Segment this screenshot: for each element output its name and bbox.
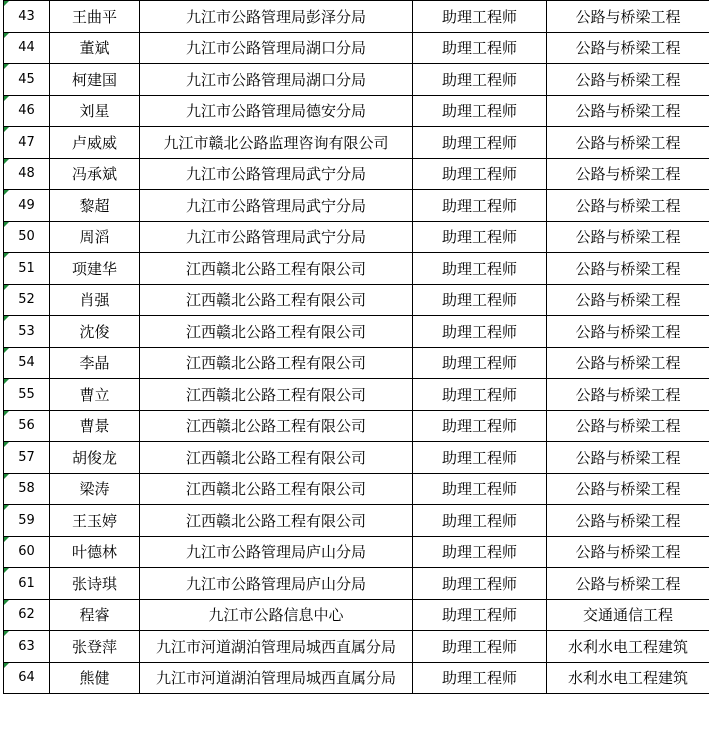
- major-cell[interactable]: 公路与桥梁工程: [547, 442, 709, 474]
- major-cell[interactable]: 水利水电工程建筑: [547, 631, 709, 663]
- title-cell[interactable]: 助理工程师: [413, 536, 547, 568]
- organization-cell[interactable]: 九江市河道湖泊管理局城西直属分局: [140, 662, 413, 694]
- organization-cell[interactable]: 九江市公路管理局武宁分局: [140, 158, 413, 190]
- row-number-cell[interactable]: 54: [4, 347, 50, 379]
- organization-cell[interactable]: 九江市公路管理局武宁分局: [140, 190, 413, 222]
- row-number-cell[interactable]: 57: [4, 442, 50, 474]
- organization-cell[interactable]: 九江市公路管理局湖口分局: [140, 32, 413, 64]
- title-cell[interactable]: 助理工程师: [413, 568, 547, 600]
- table-row: [4, 599, 709, 631]
- row-number-cell[interactable]: 59: [4, 505, 50, 537]
- row-number-cell[interactable]: 46: [4, 95, 50, 127]
- organization-cell[interactable]: 江西赣北公路工程有限公司: [140, 379, 413, 411]
- row-number-cell[interactable]: 64: [4, 662, 50, 694]
- organization-cell[interactable]: 九江市河道湖泊管理局城西直属分局: [140, 631, 413, 663]
- table-row: [4, 158, 709, 190]
- table-row: [4, 505, 709, 537]
- row-number-cell[interactable]: 63: [4, 631, 50, 663]
- name-cell[interactable]: 肖强: [50, 284, 140, 316]
- name-cell[interactable]: 周滔: [50, 221, 140, 253]
- organization-cell[interactable]: 九江市赣北公路监理咨询有限公司: [140, 127, 413, 159]
- name-cell[interactable]: 张登萍: [50, 631, 140, 663]
- row-number-cell[interactable]: 45: [4, 64, 50, 96]
- table-row: [4, 316, 709, 348]
- organization-cell[interactable]: 江西赣北公路工程有限公司: [140, 347, 413, 379]
- major-cell[interactable]: 公路与桥梁工程: [547, 32, 709, 64]
- name-cell[interactable]: 冯承斌: [50, 158, 140, 190]
- name-cell[interactable]: 李晶: [50, 347, 140, 379]
- title-cell[interactable]: 助理工程师: [413, 32, 547, 64]
- personnel-table: [3, 0, 709, 694]
- organization-cell[interactable]: 江西赣北公路工程有限公司: [140, 473, 413, 505]
- table-row: [4, 64, 709, 96]
- row-number-cell[interactable]: 49: [4, 190, 50, 222]
- organization-cell[interactable]: 江西赣北公路工程有限公司: [140, 316, 413, 348]
- row-number-cell[interactable]: 43: [4, 1, 50, 33]
- table-row: [4, 473, 709, 505]
- major-cell[interactable]: 公路与桥梁工程: [547, 127, 709, 159]
- title-cell[interactable]: 助理工程师: [413, 410, 547, 442]
- table-row: [4, 568, 709, 600]
- name-cell[interactable]: 程睿: [50, 599, 140, 631]
- table-row: [4, 95, 709, 127]
- major-cell[interactable]: 水利水电工程建筑: [547, 662, 709, 694]
- major-cell[interactable]: 公路与桥梁工程: [547, 95, 709, 127]
- major-cell[interactable]: 公路与桥梁工程: [547, 379, 709, 411]
- title-cell[interactable]: 助理工程师: [413, 221, 547, 253]
- major-cell[interactable]: 公路与桥梁工程: [547, 505, 709, 537]
- major-cell[interactable]: 公路与桥梁工程: [547, 221, 709, 253]
- major-cell[interactable]: 公路与桥梁工程: [547, 158, 709, 190]
- title-cell[interactable]: 助理工程师: [413, 505, 547, 537]
- name-cell[interactable]: 卢威威: [50, 127, 140, 159]
- table-row: [4, 631, 709, 663]
- table-row: [4, 662, 709, 694]
- table-row: [4, 253, 709, 285]
- table-row: [4, 221, 709, 253]
- name-cell[interactable]: 梁涛: [50, 473, 140, 505]
- row-number-cell[interactable]: 56: [4, 410, 50, 442]
- major-cell[interactable]: 公路与桥梁工程: [547, 473, 709, 505]
- row-number-cell[interactable]: 44: [4, 32, 50, 64]
- major-cell[interactable]: 公路与桥梁工程: [547, 347, 709, 379]
- table-row: [4, 190, 709, 222]
- title-cell[interactable]: 助理工程师: [413, 631, 547, 663]
- row-number-cell[interactable]: 51: [4, 253, 50, 285]
- name-cell[interactable]: 胡俊龙: [50, 442, 140, 474]
- organization-cell[interactable]: 九江市公路管理局庐山分局: [140, 536, 413, 568]
- table-row: [4, 32, 709, 64]
- organization-cell[interactable]: 九江市公路管理局武宁分局: [140, 221, 413, 253]
- major-cell[interactable]: 公路与桥梁工程: [547, 316, 709, 348]
- major-cell[interactable]: 公路与桥梁工程: [547, 568, 709, 600]
- title-cell[interactable]: 助理工程师: [413, 662, 547, 694]
- name-cell[interactable]: 刘星: [50, 95, 140, 127]
- name-cell[interactable]: 熊健: [50, 662, 140, 694]
- name-cell[interactable]: 王曲平: [50, 1, 140, 33]
- table-row: [4, 1, 709, 33]
- title-cell[interactable]: 助理工程师: [413, 253, 547, 285]
- row-number-cell[interactable]: 47: [4, 127, 50, 159]
- name-cell[interactable]: 张诗琪: [50, 568, 140, 600]
- row-number-cell[interactable]: 53: [4, 316, 50, 348]
- organization-cell[interactable]: 九江市公路管理局彭泽分局: [140, 1, 413, 33]
- table-row: [4, 127, 709, 159]
- name-cell[interactable]: 曹景: [50, 410, 140, 442]
- title-cell[interactable]: 助理工程师: [413, 347, 547, 379]
- organization-cell[interactable]: 九江市公路管理局庐山分局: [140, 568, 413, 600]
- name-cell[interactable]: 项建华: [50, 253, 140, 285]
- table-row: [4, 410, 709, 442]
- organization-cell[interactable]: 江西赣北公路工程有限公司: [140, 505, 413, 537]
- row-number-cell[interactable]: 60: [4, 536, 50, 568]
- table-body: [4, 1, 709, 694]
- row-number-cell[interactable]: 52: [4, 284, 50, 316]
- title-cell[interactable]: 助理工程师: [413, 473, 547, 505]
- organization-cell[interactable]: 九江市公路管理局德安分局: [140, 95, 413, 127]
- title-cell[interactable]: 助理工程师: [413, 127, 547, 159]
- row-number-cell[interactable]: 55: [4, 379, 50, 411]
- organization-cell[interactable]: 江西赣北公路工程有限公司: [140, 253, 413, 285]
- title-cell[interactable]: 助理工程师: [413, 599, 547, 631]
- name-cell[interactable]: 沈俊: [50, 316, 140, 348]
- organization-cell[interactable]: 江西赣北公路工程有限公司: [140, 410, 413, 442]
- title-cell[interactable]: 助理工程师: [413, 379, 547, 411]
- title-cell[interactable]: 助理工程师: [413, 1, 547, 33]
- table-row: [4, 347, 709, 379]
- title-cell[interactable]: 助理工程师: [413, 158, 547, 190]
- name-cell[interactable]: 柯建国: [50, 64, 140, 96]
- organization-cell[interactable]: 九江市公路信息中心: [140, 599, 413, 631]
- major-cell[interactable]: 公路与桥梁工程: [547, 284, 709, 316]
- title-cell[interactable]: 助理工程师: [413, 284, 547, 316]
- organization-cell[interactable]: 江西赣北公路工程有限公司: [140, 284, 413, 316]
- row-number-cell[interactable]: 62: [4, 599, 50, 631]
- name-cell[interactable]: 叶德林: [50, 536, 140, 568]
- table-row: [4, 536, 709, 568]
- row-number-cell[interactable]: 58: [4, 473, 50, 505]
- organization-cell[interactable]: 江西赣北公路工程有限公司: [140, 442, 413, 474]
- title-cell[interactable]: 助理工程师: [413, 190, 547, 222]
- major-cell[interactable]: 公路与桥梁工程: [547, 410, 709, 442]
- major-cell[interactable]: 公路与桥梁工程: [547, 536, 709, 568]
- major-cell[interactable]: 公路与桥梁工程: [547, 253, 709, 285]
- title-cell[interactable]: 助理工程师: [413, 316, 547, 348]
- row-number-cell[interactable]: 61: [4, 568, 50, 600]
- title-cell[interactable]: 助理工程师: [413, 442, 547, 474]
- major-cell[interactable]: 公路与桥梁工程: [547, 64, 709, 96]
- row-number-cell[interactable]: 48: [4, 158, 50, 190]
- name-cell[interactable]: 王玉婷: [50, 505, 140, 537]
- name-cell[interactable]: 黎超: [50, 190, 140, 222]
- major-cell[interactable]: 公路与桥梁工程: [547, 190, 709, 222]
- organization-cell[interactable]: 九江市公路管理局湖口分局: [140, 64, 413, 96]
- row-number-cell[interactable]: 50: [4, 221, 50, 253]
- table-row: [4, 284, 709, 316]
- name-cell[interactable]: 曹立: [50, 379, 140, 411]
- table-row: [4, 442, 709, 474]
- title-cell[interactable]: 助理工程师: [413, 64, 547, 96]
- name-cell[interactable]: 董斌: [50, 32, 140, 64]
- major-cell[interactable]: 公路与桥梁工程: [547, 1, 709, 33]
- major-cell[interactable]: 交通通信工程: [547, 599, 709, 631]
- table-row: [4, 379, 709, 411]
- title-cell[interactable]: 助理工程师: [413, 95, 547, 127]
